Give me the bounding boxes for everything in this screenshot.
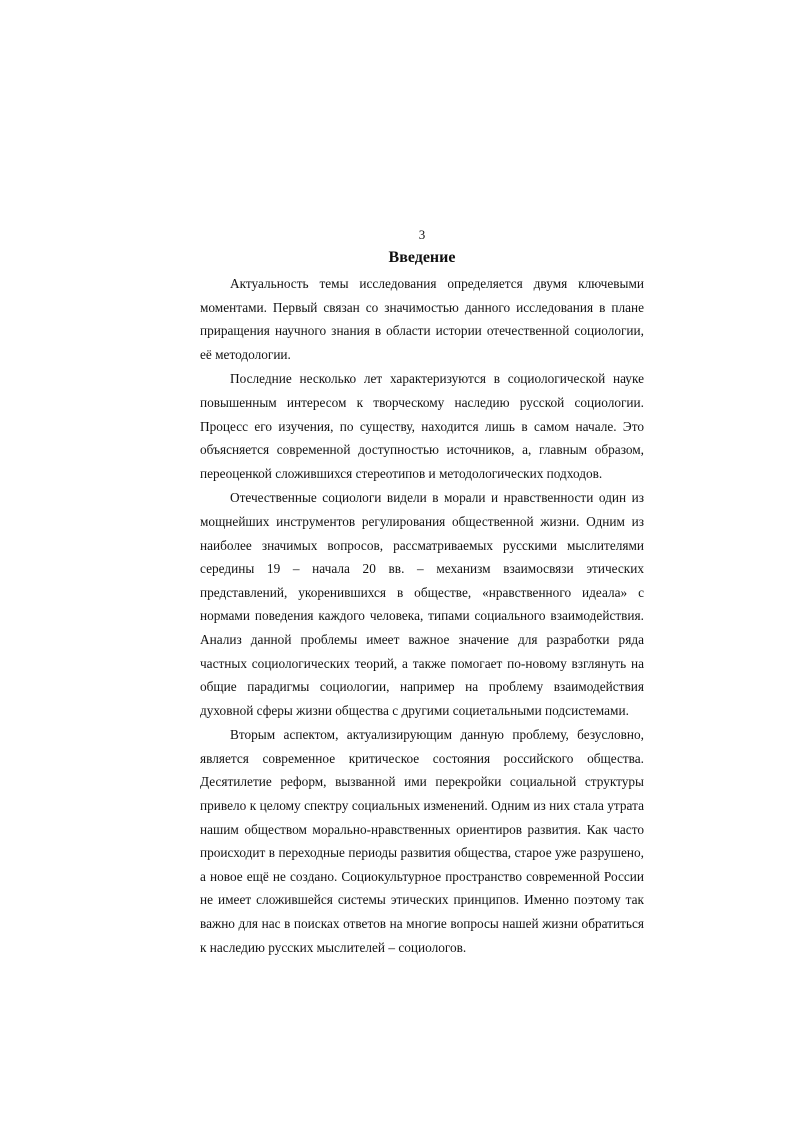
paragraph-3: Отечественные социологи видели в морали и нравственности один из мощнейших инструментов регулирования общественной жизни. Одним из наиболее значимых вопросов, рассматриваемых русскими мыслителями середины 19 – начала 20 вв. – механизм взаимосвязи этических представлений, укоренившихся в обществе, «нравственного идеала» с нормами поведения каждого человека, типами социального взаимодействия. Анализ данной проблемы имеет важное значение для разработки ряда частных социологических теорий, а также помогает по-новому взглянуть на общие парадигмы социологии, например на проблему взаимодействия духовной сферы жизни общества с другими социетальными подсистемами.	[200, 490, 644, 718]
page-number: 3	[418, 227, 426, 242]
page-content	[200, 226, 644, 960]
section-heading: Введение	[388, 249, 456, 266]
paragraph-1: Актуальность темы исследования определяется двумя ключевыми моментами. Первый связан со значимостью данного исследования в плане приращения научного знания в области истории отечественной социологии, её методологии.	[200, 276, 644, 362]
paragraph-4: Вторым аспектом, актуализирующим данную проблему, безусловно, является современное критическое состояния российского общества. Десятилетие реформ, вызванной ими перекройки социальной структуры привело к целому спектру социальных изменений. Одним из них стала утрата нашим обществом морально-нравственных ориентиров развития. Как часто происходит в переходные периоды развития общества, старое уже разрушено, а новое ещё не создано. Социокультурное пространство современной России не имеет сложившейся системы этических принципов. Именно поэтому так важно для нас в поисках ответов на многие вопросы нашей жизни обратиться к наследию русских мыслителей – социологов.	[200, 727, 644, 955]
paragraph-2: Последние несколько лет характеризуются в социологической науке повышенным интересом к творческому наследию русской социологии. Процесс его изучения, по существу, находится лишь в самом начале. Это объясняется современной доступностью источников, а, главным образом, переоценкой сложившихся стереотипов и методологических подходов.	[200, 371, 644, 481]
